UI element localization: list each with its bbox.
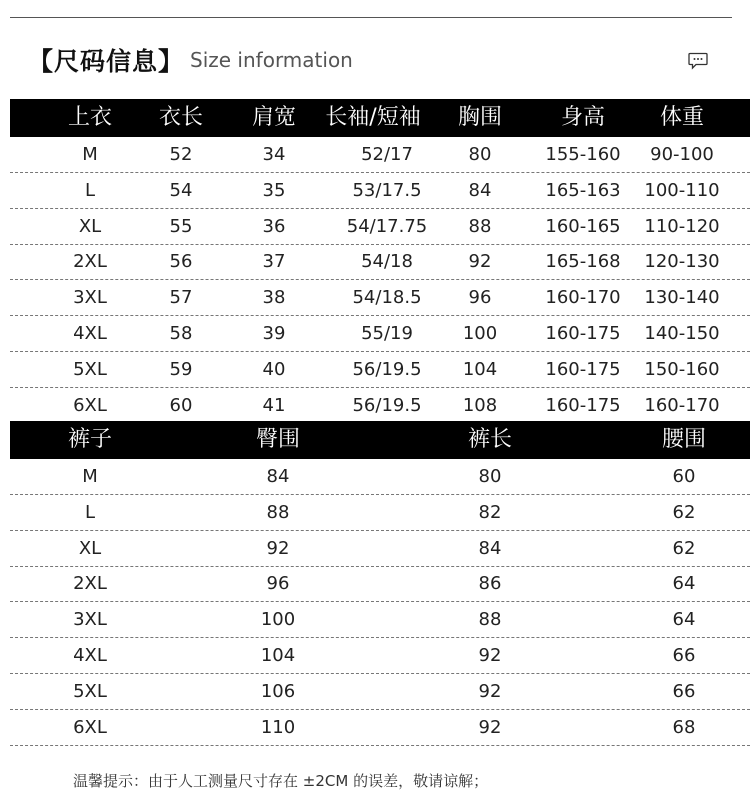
tops-table-cell: 41 bbox=[262, 394, 286, 416]
tops-table-row bbox=[10, 209, 750, 245]
tops-table-cell: 58 bbox=[169, 323, 193, 344]
pants-table-cell: 64 bbox=[672, 573, 696, 595]
title-english: Size information bbox=[190, 48, 353, 72]
page-title bbox=[28, 42, 353, 78]
tops-table-cell: 38 bbox=[262, 287, 286, 309]
pants-table-cell: 62 bbox=[672, 501, 696, 523]
tops-table-cell: 4XL bbox=[73, 323, 107, 344]
pants-table-cell: 6XL bbox=[73, 716, 107, 738]
pants-table-cell: 4XL bbox=[73, 645, 107, 666]
pants-table-cell: 88 bbox=[478, 609, 502, 631]
pants-table-cell: 80 bbox=[478, 466, 502, 487]
tops-table-cell: 130-140 bbox=[644, 287, 720, 309]
col-header-waist: 腰围 bbox=[661, 427, 707, 452]
col-header-pants: 裤子 bbox=[67, 427, 113, 452]
footer-note: 温馨提示：由于人工测量尺寸存在 ±2CM 的误差，敬请谅解； bbox=[73, 772, 489, 790]
pants-table-row bbox=[10, 638, 750, 674]
col-header-shoulder: 肩宽 bbox=[251, 105, 297, 130]
pants-table-row bbox=[10, 566, 750, 602]
pants-table-row bbox=[10, 710, 750, 746]
pants-table-cell: 100 bbox=[260, 609, 296, 631]
pants-table-cell: 68 bbox=[672, 716, 696, 738]
tops-table-cell: M bbox=[82, 144, 98, 165]
col-header-sleeve: 长袖/短袖 bbox=[325, 105, 421, 130]
tops-table-cell: 160-175 bbox=[545, 394, 621, 416]
tops-table-row bbox=[10, 173, 750, 209]
col-header-length: 衣长 bbox=[158, 105, 204, 130]
pants-table-cell: 88 bbox=[266, 501, 290, 523]
col-header-top: 上衣 bbox=[67, 105, 113, 130]
pants-table-cell: 104 bbox=[260, 645, 296, 666]
tops-table-cell: XL bbox=[78, 215, 102, 237]
tops-table-cell: 3XL bbox=[73, 287, 107, 309]
pants-table-cell: 64 bbox=[672, 609, 696, 631]
tops-table-row bbox=[10, 316, 750, 352]
tops-table-cell: 52/17 bbox=[361, 144, 413, 165]
tops-table-cell: 96 bbox=[468, 287, 492, 309]
tops-table-cell: 2XL bbox=[73, 251, 107, 273]
pants-table-cell: 84 bbox=[266, 466, 290, 487]
pants-table-row bbox=[10, 602, 750, 638]
tops-table-cell: 54/18 bbox=[361, 251, 413, 273]
tops-table-row bbox=[10, 388, 750, 424]
pants-table-cell: 2XL bbox=[73, 573, 107, 595]
pants-table-row bbox=[10, 459, 750, 495]
pants-table-row bbox=[10, 531, 750, 567]
tops-table-cell: 37 bbox=[262, 251, 286, 273]
tops-table-cell: 55 bbox=[169, 215, 193, 237]
tops-table-cell: 40 bbox=[262, 358, 286, 380]
pants-table-cell: 66 bbox=[672, 680, 696, 702]
col-header-hip: 臀围 bbox=[255, 427, 301, 452]
tops-table-cell: 52 bbox=[169, 144, 193, 165]
pants-table-cell: 86 bbox=[478, 573, 502, 595]
col-header-pants-length: 裤长 bbox=[467, 427, 513, 452]
pants-table-cell: XL bbox=[78, 537, 102, 559]
pants-table-cell: 92 bbox=[478, 645, 502, 666]
tops-table-cell: 57 bbox=[169, 287, 193, 309]
tops-table-cell: L bbox=[84, 179, 96, 201]
tops-table-cell: 35 bbox=[262, 179, 286, 201]
tops-table-cell: 36 bbox=[262, 215, 286, 237]
tops-table-cell: 140-150 bbox=[644, 323, 720, 344]
pants-table-cell: M bbox=[82, 466, 98, 487]
tops-table-cell: 55/19 bbox=[361, 323, 413, 344]
tops-table-cell: 54/18.5 bbox=[352, 287, 422, 309]
pants-table-cell: 110 bbox=[260, 716, 296, 738]
pants-table-row bbox=[10, 674, 750, 710]
tops-table-cell: 150-160 bbox=[644, 358, 720, 380]
tops-table-cell: 160-175 bbox=[545, 323, 621, 344]
tops-table-cell: 100 bbox=[462, 323, 498, 344]
chat-bubble-icon[interactable] bbox=[688, 52, 708, 70]
tops-table-cell: 160-170 bbox=[545, 287, 621, 309]
tops-table-row bbox=[10, 137, 750, 173]
tops-table-cell: 155-160 bbox=[545, 144, 621, 165]
tops-table-cell: 108 bbox=[462, 394, 498, 416]
top-divider bbox=[10, 17, 732, 18]
tops-table-cell: 54 bbox=[169, 179, 193, 201]
tops-table-row bbox=[10, 244, 750, 280]
tops-table-cell: 165-163 bbox=[545, 179, 621, 201]
tops-table-cell: 120-130 bbox=[644, 251, 720, 273]
tops-table-cell: 39 bbox=[262, 323, 286, 344]
pants-table-cell: L bbox=[84, 501, 96, 523]
tops-table-cell: 88 bbox=[468, 215, 492, 237]
tops-table-cell: 110-120 bbox=[644, 215, 720, 237]
tops-table-cell: 84 bbox=[468, 179, 492, 201]
tops-table-cell: 34 bbox=[262, 144, 286, 165]
tops-header-row bbox=[10, 99, 750, 137]
pants-table-cell: 92 bbox=[478, 716, 502, 738]
col-header-chest: 胸围 bbox=[457, 105, 503, 130]
tops-table-row bbox=[10, 280, 750, 316]
pants-table-cell: 92 bbox=[266, 537, 290, 559]
tops-table-cell: 160-175 bbox=[545, 358, 621, 380]
col-header-height: 身高 bbox=[560, 105, 606, 130]
pants-table-row bbox=[10, 495, 750, 531]
pants-table-cell: 60 bbox=[672, 466, 696, 487]
pants-table-cell: 66 bbox=[672, 645, 696, 666]
tops-table-cell: 90-100 bbox=[650, 144, 714, 165]
pants-table-cell: 5XL bbox=[73, 680, 107, 702]
pants-table-cell: 106 bbox=[260, 680, 296, 702]
pants-table-cell: 96 bbox=[266, 573, 290, 595]
pants-table-cell: 92 bbox=[478, 680, 502, 702]
tops-table-cell: 160-170 bbox=[644, 394, 720, 416]
tops-table-cell: 56/19.5 bbox=[352, 358, 422, 380]
pants-table-cell: 62 bbox=[672, 537, 696, 559]
tops-table-cell: 6XL bbox=[73, 394, 107, 416]
title-chinese: 【尺码信息】 bbox=[28, 47, 185, 76]
tops-table-cell: 60 bbox=[169, 394, 193, 416]
tops-table-cell: 56 bbox=[169, 251, 193, 273]
tops-table-cell: 54/17.75 bbox=[346, 215, 428, 237]
tops-table-row bbox=[10, 352, 750, 388]
tops-table-cell: 53/17.5 bbox=[352, 179, 422, 201]
tops-table-cell: 56/19.5 bbox=[352, 394, 422, 416]
pants-header-row bbox=[10, 421, 750, 459]
pants-table-cell: 3XL bbox=[73, 609, 107, 631]
pants-table-cell: 84 bbox=[478, 537, 502, 559]
tops-table-cell: 165-168 bbox=[545, 251, 621, 273]
tops-table-cell: 80 bbox=[468, 144, 492, 165]
tops-table-cell: 92 bbox=[468, 251, 492, 273]
col-header-weight: 体重 bbox=[659, 105, 705, 130]
tops-table-cell: 5XL bbox=[73, 358, 107, 380]
tops-table-cell: 104 bbox=[462, 358, 498, 380]
tops-table-cell: 100-110 bbox=[644, 179, 720, 201]
pants-table-cell: 82 bbox=[478, 501, 502, 523]
tops-table-cell: 160-165 bbox=[545, 215, 621, 237]
tops-table-cell: 59 bbox=[169, 358, 193, 380]
